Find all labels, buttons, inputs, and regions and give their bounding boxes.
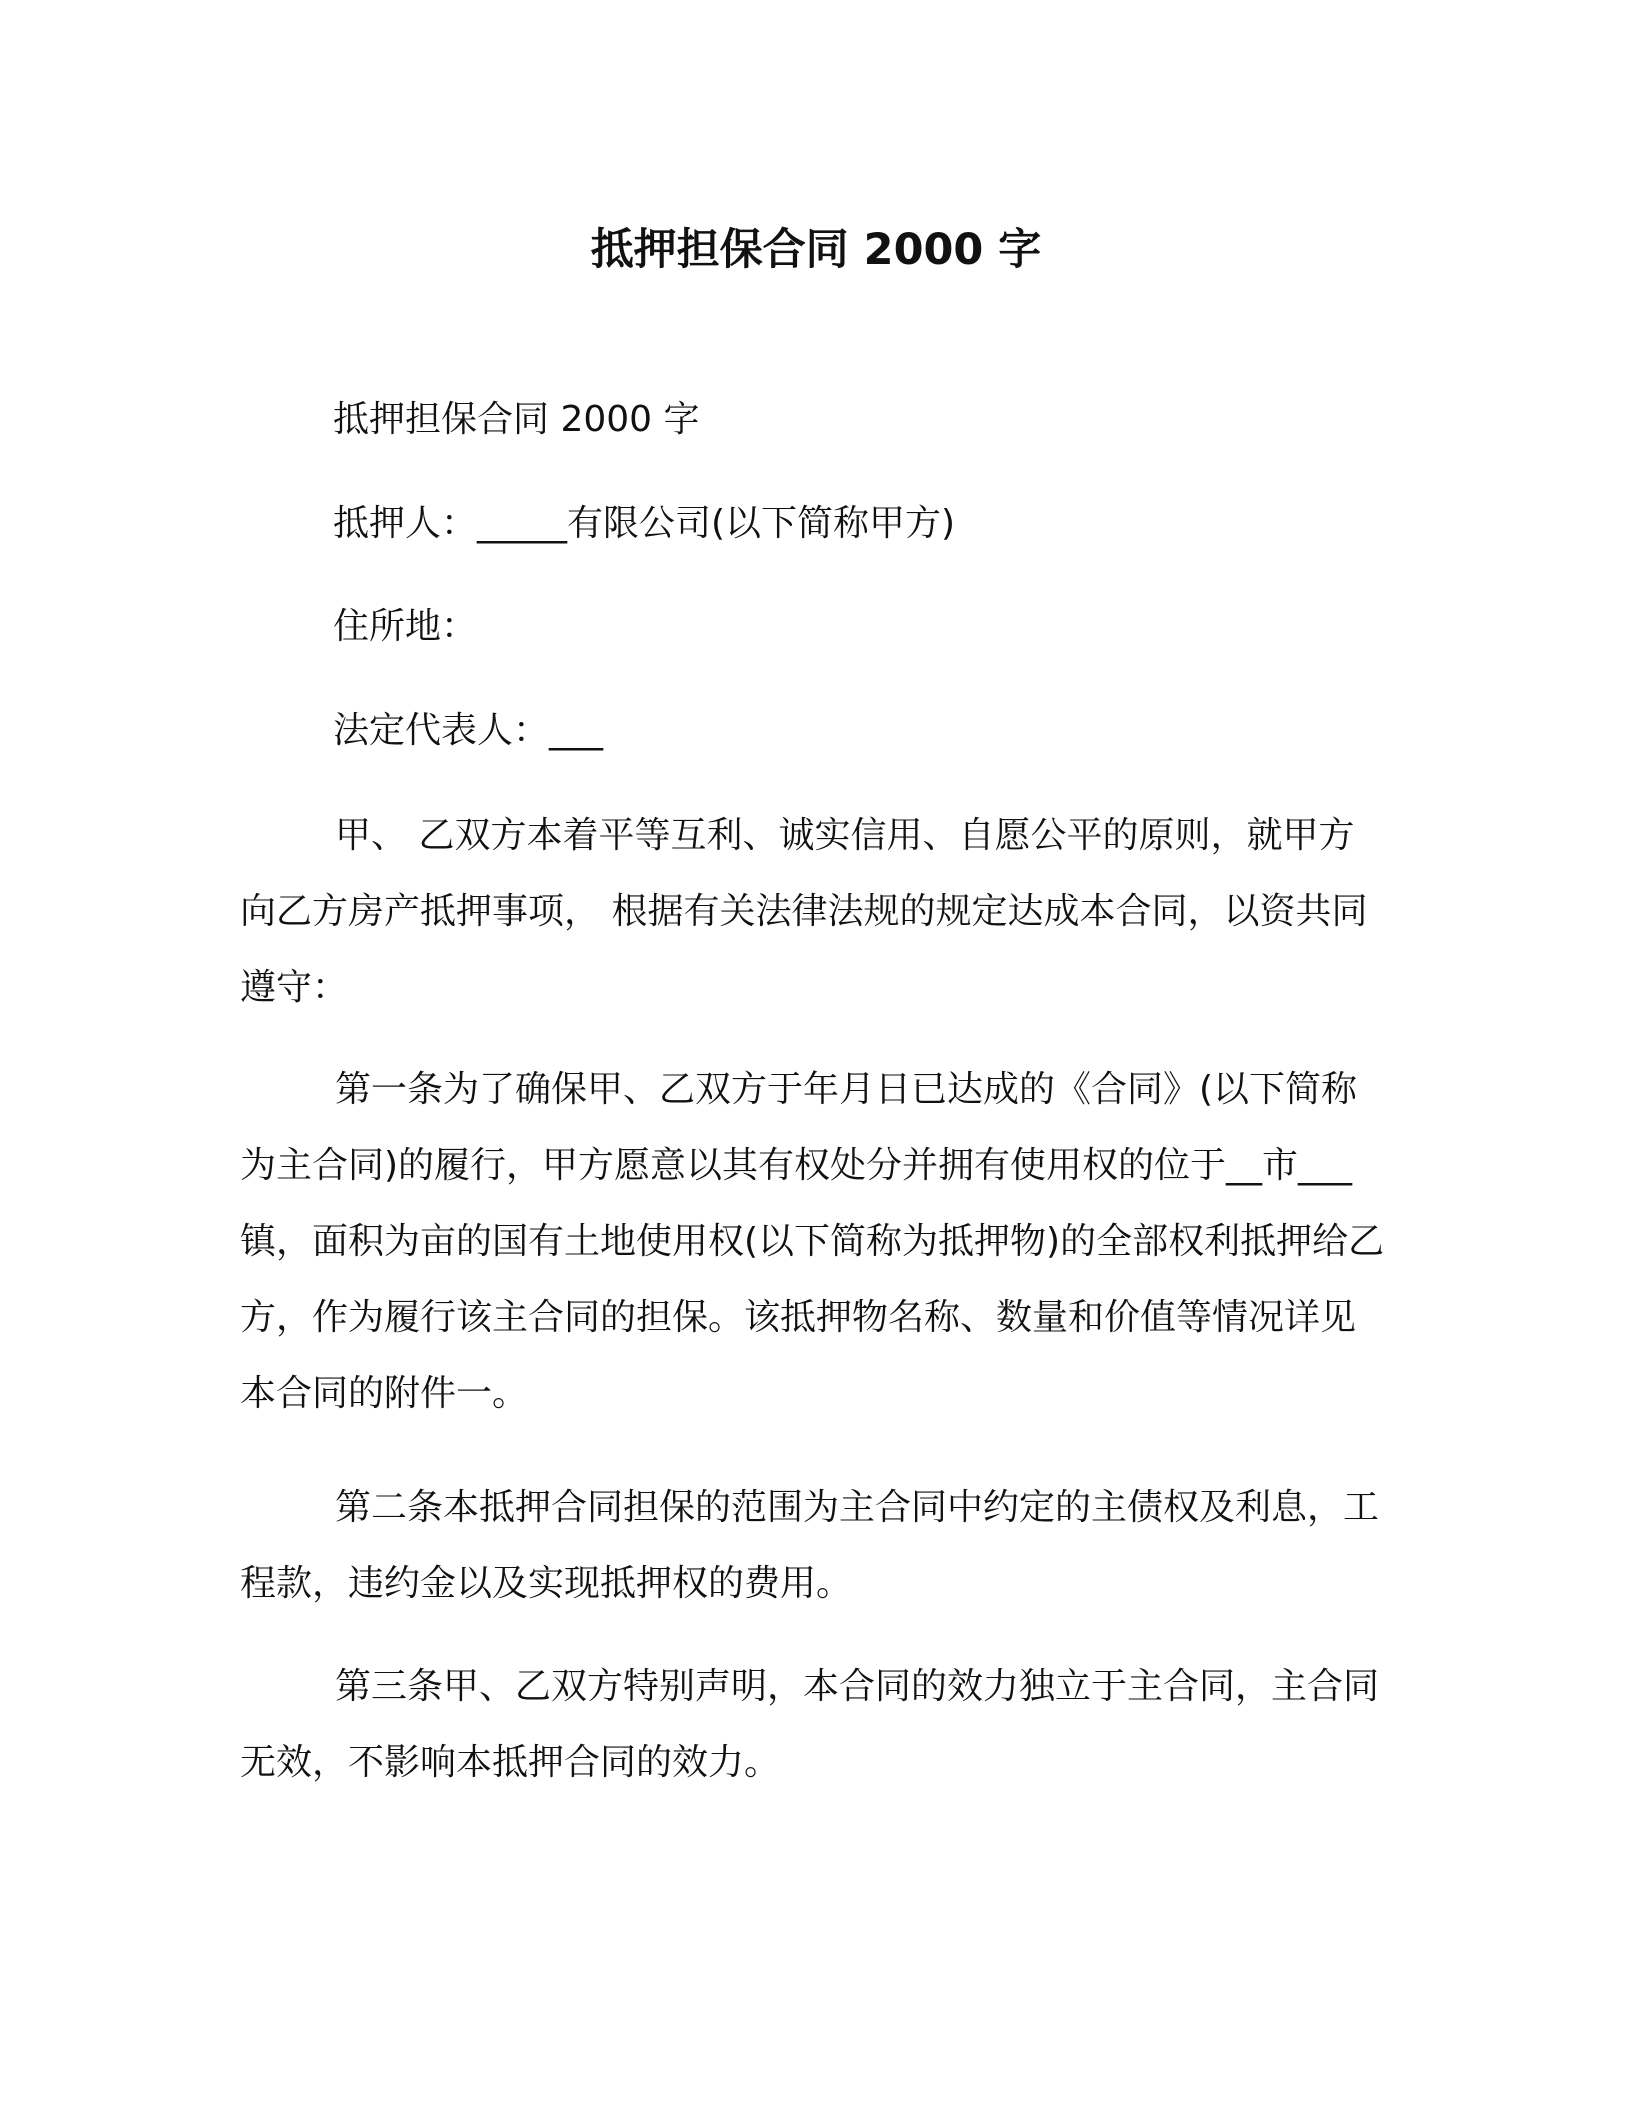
article-2-paragraph: 第二条本抵押合同担保的范围为主合同中约定的主债权及利息，工程款，违约金以及实现抵押权的费用。 — [240, 1487, 1380, 1604]
document-subtitle: 抵押担保合同 2000 字 — [333, 399, 700, 440]
document-title: 抵押担保合同 2000 字 — [590, 225, 1042, 275]
article-1-paragraph: 第一条为了确保甲、乙双方于年月日已达成的《合同》(以下简称为主合同)的履行，甲方愿意以其有权处分并拥有使用权的位于__市___镇，面积为亩的国有土地使用权(以下简称为抵押物)的全部权利抵押给乙方，作为履行该主合同的担保。该抵押物名称、数量和价值等情况详见本合同的附件一。 — [240, 1069, 1385, 1414]
article-3-paragraph: 第三条甲、乙双方特别声明，本合同的效力独立于主合同，主合同无效，不影响本抵押合同的效力。 — [240, 1666, 1380, 1783]
legal-representative-line: 法定代表人：___ — [333, 710, 604, 751]
mortgagor-line: 抵押人：_____有限公司(以下简称甲方) — [333, 503, 956, 544]
preamble-paragraph: 甲、 乙双方本着平等互利、诚实信用、自愿公平的原则，就甲方向乙方房产抵押事项， 根据有关法律法规的规定达成本合同，以资共同遵守： — [240, 815, 1368, 1008]
address-line: 住所地： — [333, 606, 478, 647]
